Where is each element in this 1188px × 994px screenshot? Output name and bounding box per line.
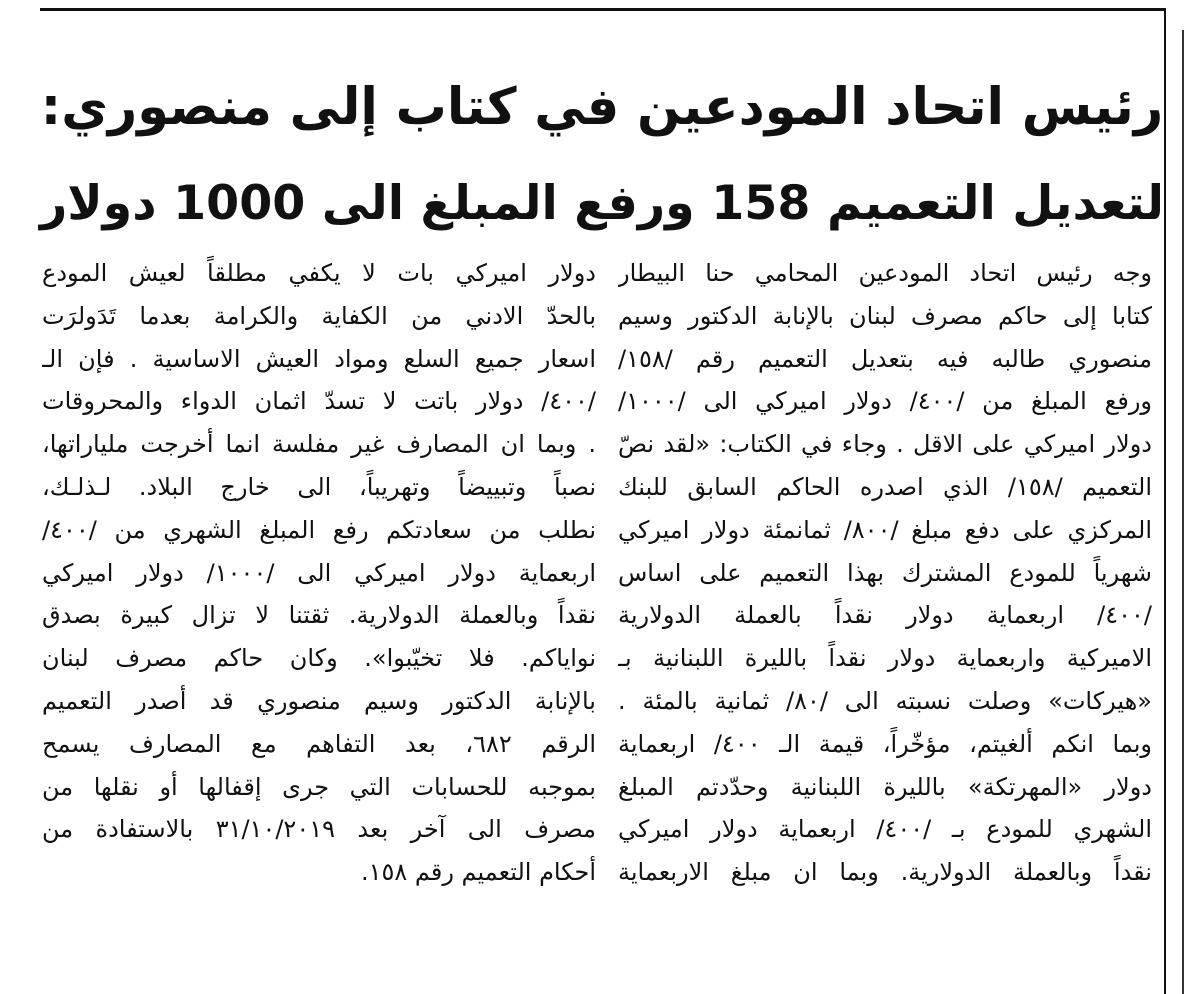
text-line: نقداً وبالعملة الدولارية. وبما ان مبلغ الاربعماية <box>618 858 1152 887</box>
text-line: الاميركية واربعماية دولار نقداً بالليرة اللبنانية بـ <box>618 644 1152 673</box>
text-line: بالحدّ الادني من الكفاية والكرامة بعدما تَدَولرَت <box>42 301 596 330</box>
text-line: ورفع المبلغ من /٤٠٠/ دولار اميركي الى /١٠٠٠/ <box>618 387 1152 416</box>
text-line: أحكام التعميم رقم ١٥٨. <box>360 858 596 887</box>
article-column-right <box>618 252 1152 894</box>
text-line: وبما انكم ألغيتم، مؤخّراً، قيمة الـ ٤٠٠/ اربعماية <box>618 729 1152 758</box>
page-edge-rule <box>1182 30 1184 994</box>
text-line: نواياكم. فلا تخيّبوا». وكان حاكم مصرف لبنان <box>42 644 596 673</box>
text-line: . وبما ان المصارف غير مفلسة انما أخرجت ملياراتها، <box>42 430 596 459</box>
text-line: التعميم /١٥٨/ الذي اصدره الحاكم السابق للبنك <box>618 472 1152 501</box>
text-line: دولار اميركي على الاقل . وجاء في الكتاب: «لقد نصّ <box>618 430 1152 459</box>
text-line: منصوري طالبه فيه بتعديل التعميم رقم /١٥٨/ <box>618 344 1152 373</box>
text-line: /٤٠٠/ اربعماية دولار نقداً بالعملة الدولارية <box>618 601 1152 630</box>
text-line: نصباً وتبييضاً وتهريباً، الى خارج البلاد. لـذلـك، <box>42 472 596 501</box>
headline-line-1: رئيس اتحاد المودعين في كتاب إلى منصوري: <box>40 78 1164 137</box>
headline-line-2: لتعديل التعميم 158 ورفع المبلغ الى 1000 دولار <box>39 176 1164 231</box>
top-rule <box>40 8 1164 11</box>
text-line: «هيركات» وصلت نسبته الى /٨٠/ ثمانية بالمئة . <box>618 686 1152 715</box>
text-line: الشهري للمودع بـ /٤٠٠/ اربعماية دولار اميركي <box>618 815 1152 844</box>
text-line: نطلب من سعادتكم رفع المبلغ الشهري من /٤٠٠/ <box>42 515 596 544</box>
text-line: دولار «المهرتكة» بالليرة اللبنانية وحدّدتم المبلغ <box>618 772 1152 801</box>
column-divider-rule <box>1164 8 1166 994</box>
text-line: /٤٠٠/ دولار باتت لا تسدّ اثمان الدواء والمحروقات <box>42 387 596 416</box>
text-line: شهرياً للمودع المشترك بهذا التعميم على اساس <box>618 558 1152 587</box>
text-line: اربعماية دولار اميركي الى /١٠٠٠/ دولار اميركي <box>42 558 596 587</box>
text-line: بموجبه للحسابات التي جرى إقفالها أو نقلها من <box>42 772 596 801</box>
text-line: المركزي على دفع مبلغ /٨٠٠/ ثمانمئة دولار اميركي <box>618 515 1152 544</box>
headline <box>40 60 1164 252</box>
text-line: نقداً وبالعملة الدولارية. ثقتنا لا تزال كبيرة بصدق <box>42 601 596 630</box>
text-line: مصرف الى آخر بعد ٣١/١٠/٢٠١٩ بالاستفادة من <box>42 815 596 844</box>
text-line: دولار اميركي بات لا يكفي مطلقاً لعيش المودع <box>42 259 596 287</box>
text-line: اسعار جميع السلع ومواد العيش الاساسية . فإن الـ <box>42 344 596 373</box>
article-column-left <box>42 252 596 894</box>
text-line: الرقم ٦٨٢، بعد التفاهم مع المصارف يسمح <box>42 729 596 758</box>
text-line: وجه رئيس اتحاد المودعين المحامي حنا البيطار <box>618 259 1152 287</box>
text-line: كتابا إلى حاكم مصرف لبنان بالإنابة الدكتور وسيم <box>618 301 1152 330</box>
text-line: بالإنابة الدكتور وسيم منصوري قد أصدر التعميم <box>42 686 596 715</box>
